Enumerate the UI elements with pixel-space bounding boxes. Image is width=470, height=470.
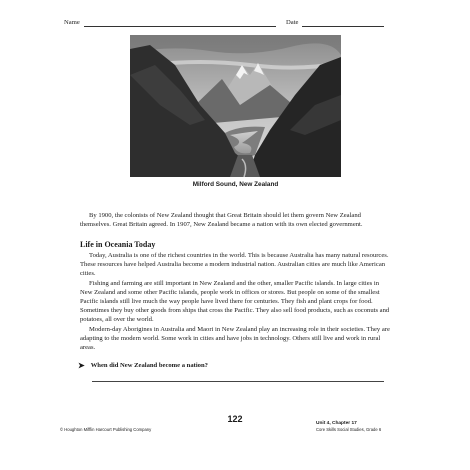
section-paragraph-1: Today, Australia is one of the richest countries in the world. This is because Australia has many natural resources. These resources have helped Australia become a modern industrial nation. Australian cities are much like American cities. (80, 252, 389, 278)
date-label: Date (286, 19, 299, 26)
date-field[interactable] (302, 26, 384, 27)
intro-text (80, 211, 392, 229)
section-paragraph-3: Modern-day Aborigines in Australia and Maori in New Zealand play an increasing role in their societies. They are adapting to the modern world. Some work in cities and have jobs in technology. Others still live and work in rural areas. (80, 325, 390, 352)
name-label: Name (64, 19, 80, 26)
intro-paragraph: By 1900, the colonists of New Zealand thought that Great Britain should let them govern New Zealand themselves. Great Britain agreed. In 1907, New Zealand became a nation with its own elected government. (80, 212, 363, 229)
chapter-label: Unit 4, Chapter 17 (316, 421, 357, 426)
name-field[interactable] (84, 26, 276, 27)
name-date-header (64, 19, 384, 29)
page-number: 122 (227, 414, 243, 424)
arrow-icon: ➤ (78, 361, 85, 370)
section-heading: Life in Oceania Today (80, 240, 156, 249)
landscape-photo (130, 35, 341, 177)
question (78, 360, 392, 369)
photo-caption: Milford Sound, New Zealand (192, 181, 279, 188)
grade-label: Core Skills Social Studies, Grade 6 (316, 427, 382, 432)
answer-field[interactable] (92, 381, 384, 382)
section-text (80, 251, 392, 352)
question-text: When did New Zealand become a nation? (90, 362, 208, 369)
copyright-text: © Houghton Mifflin Harcourt Publishing Company (60, 427, 152, 432)
section-paragraph-2: Fishing and farming are still important in New Zealand and the other, smaller Pacific islands. In large cities in New Zealand and some other Pacific islands, people work in offices or stores. But people on some of the smallest Pacific islands still live much the way people have lived there for centuries. They fish and plant crops for food. Sometimes they buy other goods from ships that cross the Pacific. They also sell food products, such as coconuts and potatoes, all over the world. (80, 279, 390, 324)
